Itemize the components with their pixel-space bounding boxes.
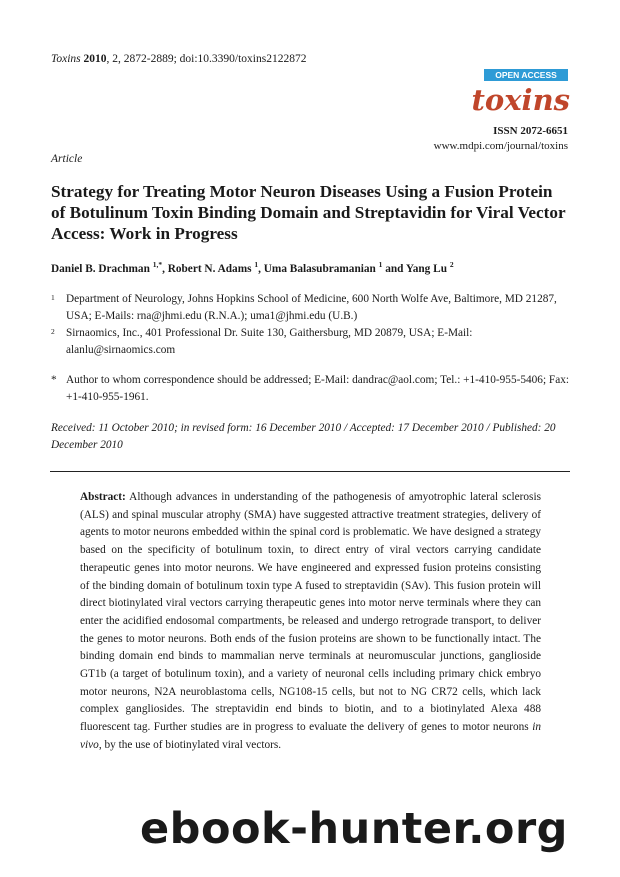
journal-logo: toxins [471,83,570,117]
abstract-text-end: , by the use of biotinylated viral vectors. [98,738,282,751]
affiliation [51,325,571,359]
affiliation-text: Sirnaomics, Inc., 401 Professional Dr. Suite 130, Gaithersburg, MD 20879, USA; E-Mail: alanlu@sirnaomics.com [66,327,473,356]
author-name: Daniel B. Drachman [51,262,150,275]
open-access-badge: OPEN ACCESS [484,69,568,81]
article-type: Article [51,153,83,165]
citation-details: , 2, 2872-2889; doi:10.3390/toxins2122872 [106,53,307,65]
journal-name: Toxins [51,53,81,65]
abstract-italic-term: in vivo [80,721,541,751]
issn: ISSN 2072-6651 [493,125,568,137]
affiliation-number: 1 [51,293,55,302]
author-name: Robert N. Adams [167,262,252,275]
divider [50,471,570,472]
author-affiliation-mark: 1,* [152,260,163,269]
author-name: Yang Lu [405,262,447,275]
author-affiliation-mark: 1 [378,260,383,269]
affiliation [51,291,571,325]
paper-title: Strategy for Treating Motor Neuron Diseases Using a Fusion Protein of Botulinum Toxin Binding Domain and Streptavidin for Viral Vector Access: Work in Progress [51,182,566,243]
journal-year: 2010 [83,53,107,65]
correspondence-star: * [51,374,57,386]
abstract [80,489,541,755]
affiliation-number: 2 [51,327,55,336]
author-name: Uma Balasubramanian [263,262,376,275]
author-list: Daniel B. Drachman $^{1,*}$, Robert N. Adams $^1$, Uma Balasubramanian $^1$ and Yang Lu $^2$ [51,260,454,275]
author-affiliation-mark: 2 [449,260,454,269]
publication-history: Received: 11 October 2010; in revised form: 16 December 2010 / Accepted: 17 December 2010 / Published: 20 December 2010 [51,422,556,451]
abstract-label: Abstract: [80,491,126,503]
citation-line [51,53,306,65]
correspondence-text: Author to whom correspondence should be addressed; E-Mail: dandrac@aol.com; Tel.: +1-410-955-5406; Fax: +1-410-955-1961. [66,374,569,403]
affiliation-text: Department of Neurology, Johns Hopkins School of Medicine, 600 North Wolfe Ave, Baltimore, MD 21287, USA; E-Mails: rna@jhmi.edu (R.N.A.); uma1@jhmi.edu (U.B.) [66,293,557,322]
author-affiliation-mark: 1 [254,260,259,269]
abstract-text: Although advances in understanding of the pathogenesis of amyotrophic lateral sclerosis (ALS) and spinal muscular atrophy (SMA) have suggested attractive treatment strategies, delivery of agents to motor neurons embedded within the spinal cord is problematic. We have designed a strategy based on the specificity of botulinum toxin, to direct entry of viral vectors carrying candidate therapeutic genes into motor neurons. We have engineered and expressed fusion proteins consisting of the binding domain of botulinum toxin type A fused to streptavidin (SAv). This fusion protein will direct biotinylated viral vectors carrying therapeutic genes into motor nerve terminals where they can enter the acidified endosomal compartments, be released and undergo retrograde transport, to deliver the genes to motor neurons. Both ends of the fusion proteins are shown to be functionally intact. The binding domain end binds to mammalian nerve terminals at neuromuscular junctions, ganglioside GT1b (a target of botulinum toxin), and a variety of neuronal cells including primary chick embryo motor neurons, N2A neuroblastoma cells, NG108-15 cells, but not to NG CR72 cells, which lack complex gangliosides. The streptavidin end binds to biotin, and to a biotinylated Alexa 488 fluorescent tag. Further studies are in progress to evaluate the delivery of genes to motor neurons [80,491,541,734]
journal-url[interactable]: www.mdpi.com/journal/toxins [433,140,568,152]
watermark: ebook-hunter.org [140,804,568,854]
